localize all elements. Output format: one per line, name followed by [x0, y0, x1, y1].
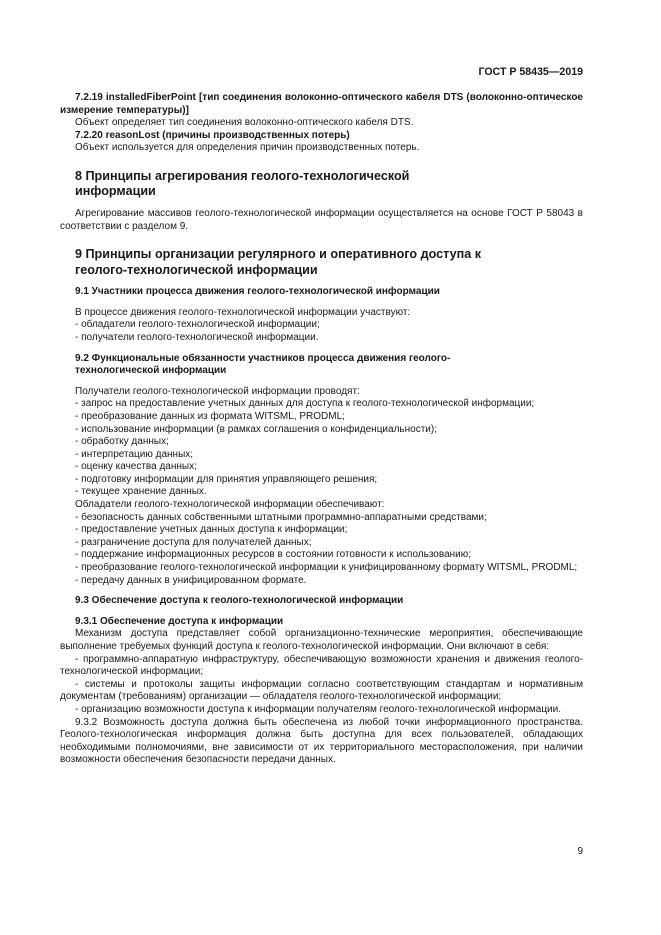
section-9-2-title: 9.2 Функциональные обязанности участников процесса движения геолого-технологической информации: [75, 352, 451, 377]
owners-intro: Обладатели геолого-технологической информации обеспечивают:: [75, 499, 385, 511]
recipients-intro: Получатели геолого-технологической информации проводят:: [75, 385, 360, 397]
list-item: - обработку данных;: [75, 436, 169, 448]
list-item: - организацию возможности доступа к информации получателям геолого-технологической информации.: [75, 703, 561, 715]
list-item: - запрос на предоставление учетных данных для доступа к геолого-технологической информации;: [75, 398, 535, 410]
list-item: - получатели геолого-технологической информации.: [75, 331, 319, 343]
section-8-text: Агрегирование массивов геолого-технологической информации осуществляется на основе ГОСТ Р 58043 в соответствии с разделом 9.: [60, 207, 583, 232]
section-8-title: 8 Принципы агрегирования геолого-технологической информации: [75, 168, 410, 199]
clause-7-2-20-heading: 7.2.20 reasonLost (причины производственных потерь): [75, 129, 350, 141]
list-item: - обладатели геолого-технологической информации;: [75, 319, 320, 331]
list-item: - разграничение доступа для получателей данных;: [75, 536, 312, 548]
section-9-title: 9 Принципы организации регулярного и оперативного доступа к геолого-технологической информации: [75, 247, 482, 277]
list-item: - преобразование геолого-технологической информации к унифицированному формату WITSML, PRODML;: [75, 562, 578, 574]
page-number: 9: [577, 846, 583, 857]
list-item: - поддержание информационных ресурсов в состоянии готовности к использованию;: [75, 549, 472, 561]
section-9-3-title: 9.3 Обеспечение доступа к геолого-технологической информации: [75, 595, 404, 607]
list-item: - оценку качества данных;: [75, 461, 197, 473]
page-content: [60, 92, 583, 767]
list-item: - безопасность данных собственными штатными программно-аппаратными средствами;: [75, 511, 487, 523]
list-item: - преобразование данных из формата WITSML, PRODML;: [75, 410, 345, 422]
list-item: - текущее хранение данных.: [75, 486, 207, 498]
clause-7-2-19-text: Объект определяет тип соединения волоконно-оптического кабеля DTS.: [75, 117, 414, 129]
list-item: - передачу данных в унифицированном формате.: [75, 574, 307, 586]
section-9-1-intro: В процессе движения геолого-технологической информации участвуют:: [75, 306, 411, 318]
list-item: - системы и протоколы защиты информации согласно соответствующим стандартам и нормативным документам (требованиям) организации — обладателя геолого-технологической информации;: [60, 678, 583, 703]
list-item: - программно-аппаратную инфраструктуру, обеспечивающую возможности хранения и движения геолого-технологической информации;: [60, 653, 583, 678]
clause-7-2-19-heading: 7.2.19 installedFiberPoint [тип соединения волоконно-оптического кабеля DTS (волоконно-оптическое измерение температуры)]: [60, 92, 583, 116]
clause-9-3-2-text: 9.3.2 Возможность доступа должна быть обеспечена из любой точки информационного пространства. Геолого-технологическая информация должна быть доступна для всех пользователей, обладающих необходимыми полномочиями, вне зависимости от их территориального месторасположения, при наличии возможности обеспечения безопасности передачи данных.: [60, 716, 583, 766]
list-item: - интерпретацию данных;: [75, 448, 194, 460]
clause-9-3-1-title: 9.3.1 Обеспечение доступа к информации: [75, 615, 284, 627]
list-item: - предоставление учетных данных доступа к информации;: [75, 524, 348, 536]
document-code: ГОСТ Р 58435—2019: [478, 66, 583, 78]
section-9-1-title: 9.1 Участники процесса движения геолого-технологической информации: [75, 286, 440, 298]
list-item: - использование информации (в рамках соглашения о конфиденциальности);: [75, 423, 437, 435]
clause-9-3-1-text: Механизм доступа представляет собой организационно-технические мероприятия, обеспечивающие выполнение требуемых функций доступа к геолого-технологической информации. Они включают в себя:: [60, 628, 583, 652]
list-item: - подготовку информации для принятия управляющего решения;: [75, 473, 378, 485]
clause-7-2-20-text: Объект используется для определения причин производственных потерь.: [75, 142, 420, 154]
